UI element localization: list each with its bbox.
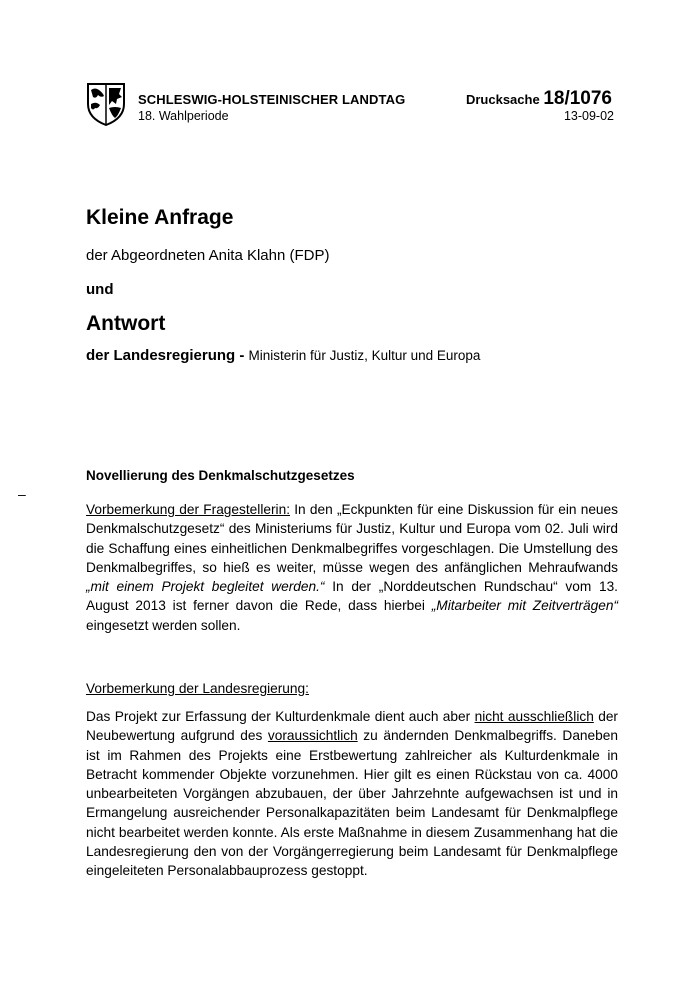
druck-number: 18/1076: [543, 88, 612, 109]
p1-quote-1: „mit einem Projekt begleitet werden.“: [86, 579, 325, 595]
doc-title: Kleine Anfrage: [86, 206, 234, 229]
p2-underline-1: nicht ausschließlich: [474, 709, 594, 724]
government-label: der Landesregierung -: [86, 347, 245, 364]
answer-heading: Antwort: [86, 312, 166, 335]
subject-heading: Novellierung des Denkmalschutzgesetzes: [86, 468, 355, 483]
author-line: der Abgeordneten Anita Klahn (FDP): [86, 247, 330, 264]
p1-text-1: In den „Eckpunkten für eine Diskussion für ein neues Denkmalschutzgesetz“ des Ministeriums für Justiz, Kultur und Europa vom 02. Juli wird die Schaffung eines einheitlichen Denkmalbegriffes vorgeschlagen. Die Umstellung des Denkmalbegriffes, so hieß es weiter, müsse wegen des anfänglichen Mehraufwands: [86, 502, 618, 575]
government-preface-label: Vorbemerkung der Landesregierung:: [86, 681, 309, 696]
p2-text-3: zu ändernden Denkmalbegriffs. Daneben ist im Rahmen des Projekts eine Erstbewertung zahlreicher als Kulturdenkmale in Betracht kommender Objekte vorzunehmen. Hier gilt es einen Rückstau von ca. 4000 unbearbeiteten Vorgängen abzubauen, der über Jahrzehnte aufgewachsen ist und in Ermangelung ausreichender Personalkapazitäten beim Landesamt für Denkmalpflege nicht bearbeitet werden konnte. Als erste Maßnahme in diesem Zusammenhang hat die Landesregierung den von der Vorgängerregierung beim Landesamt für Denkmalpflege eingeleiteten Personalabbauprozess gestoppt.: [86, 728, 618, 879]
questioner-preface-label: Vorbemerkung der Fragestellerin:: [86, 502, 290, 517]
document-number: [466, 88, 612, 110]
margin-dash: –: [18, 486, 26, 502]
p2-text-1: Das Projekt zur Erfassung der Kulturdenkmale dient auch aber: [86, 709, 475, 724]
p2-text-2: der Neubewertung aufgrund des: [86, 709, 618, 744]
ministry-name: Ministerin für Justiz, Kultur und Europa: [248, 348, 481, 363]
p1-quote-2: „Mitarbeiter mit Zeitverträgen“: [431, 598, 618, 614]
questioner-preface: [86, 500, 618, 635]
druck-label: Drucksache: [465, 92, 540, 107]
parliament-name: SCHLESWIG-HOLSTEINISCHER LANDTAG: [138, 92, 406, 107]
legislative-period: 18. Wahlperiode: [138, 109, 229, 123]
p2-underline-2: voraussichtlich: [267, 728, 358, 744]
government-line: [86, 347, 480, 364]
coat-of-arms-icon: [86, 82, 126, 126]
government-preface: [86, 707, 618, 881]
und-line: und: [86, 281, 114, 298]
p1-text-3: eingesetzt werden sollen.: [86, 617, 241, 633]
p1-text-2: In der „Norddeutschen Rundschau“ vom 13. August 2013 ist ferner davon die Rede, dass hierbei: [86, 579, 618, 614]
document-date: 13-09-02: [563, 109, 614, 123]
